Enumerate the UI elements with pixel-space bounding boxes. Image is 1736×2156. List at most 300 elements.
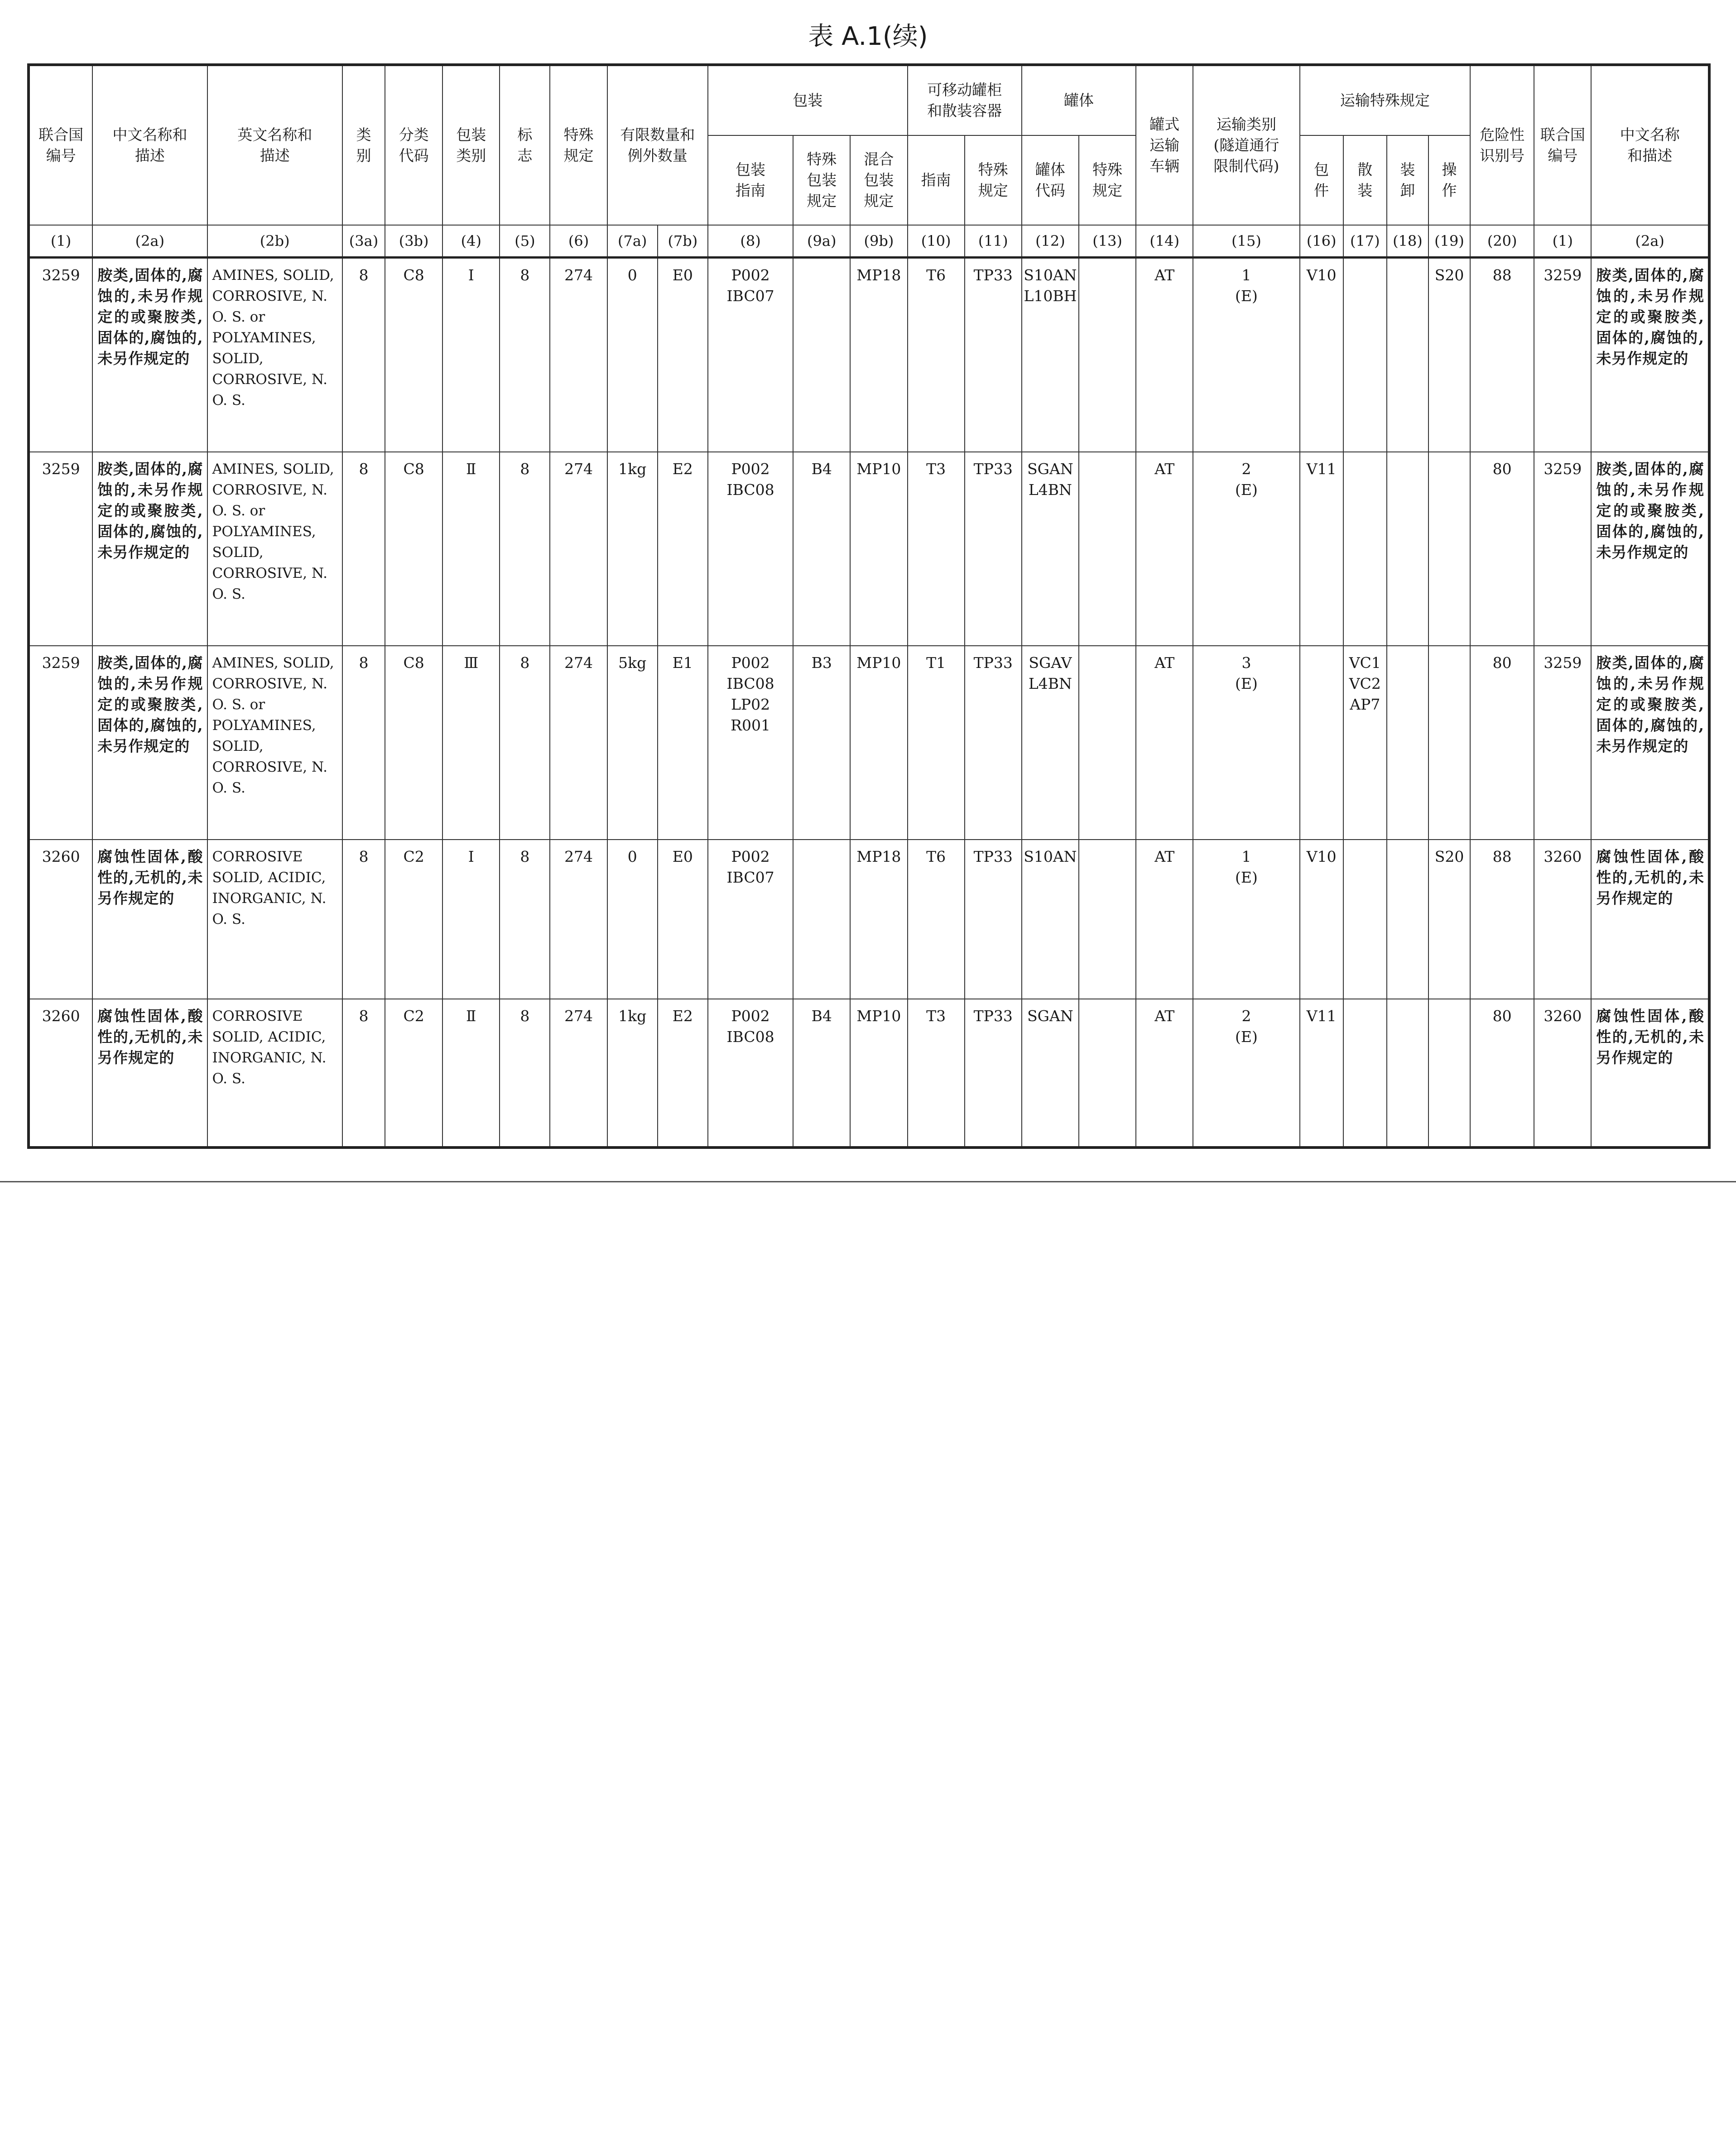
cell-hazard-id	[1470, 840, 1534, 999]
cell-text: 3259	[42, 654, 80, 672]
cell-text: P002 IBC07	[726, 266, 774, 305]
column-index-cell: (11)	[965, 225, 1022, 258]
cell-limited-quantity	[607, 452, 658, 646]
cell-name-zh	[92, 646, 207, 840]
cell-name-zh-repeat	[1591, 646, 1709, 840]
cell-packing-group	[442, 646, 500, 840]
cell-packing-instruction	[708, 840, 793, 999]
cell-class	[342, 840, 385, 999]
cell-text: T6	[926, 848, 946, 865]
cell-packing-group	[442, 452, 500, 646]
cell-packing-instruction	[708, 999, 793, 1148]
cell-excepted-quantity	[658, 999, 708, 1148]
cell-loading-special	[1387, 999, 1428, 1148]
cell-text: 3259	[1544, 460, 1582, 478]
cell-text: 8	[520, 1007, 530, 1025]
cell-hazard-id	[1470, 999, 1534, 1148]
cell-name-zh	[92, 840, 207, 999]
cell-portable-tank-instruction	[908, 999, 965, 1148]
cell-un-number-repeat	[1534, 999, 1591, 1148]
cell-tank-special	[1079, 452, 1136, 646]
cell-text: 腐蚀性固体,酸性的,无机的,未另作规定的	[1596, 848, 1704, 907]
column-index-cell: (16)	[1300, 225, 1343, 258]
cell-operation-special	[1428, 258, 1470, 452]
cell-text: C8	[403, 460, 424, 478]
cell-text: S10AN L10BH	[1024, 266, 1077, 305]
cell-text: 274	[564, 1007, 593, 1025]
column-index-cell: (6)	[550, 225, 607, 258]
cell-un-number	[29, 452, 92, 646]
cell-name-en	[207, 840, 342, 999]
cell-text: 3260	[1544, 1007, 1582, 1025]
cell-text: SGAV L4BN	[1028, 654, 1072, 692]
cell-text: AMINES, SOLID, CORROSIVE, N. O. S. or POLYAMINES, SOLID, CORROSIVE, N. O. S.	[212, 267, 334, 408]
cell-text: C2	[403, 1007, 424, 1025]
cell-mixed-packing	[850, 840, 907, 999]
cell-text: V11	[1306, 460, 1337, 478]
cell-un-number	[29, 646, 92, 840]
cell-un-number	[29, 258, 92, 452]
cell-transport-category	[1193, 258, 1299, 452]
header-limited-quantity: 有限数量和 例外数量	[607, 65, 708, 225]
cell-text: B3	[811, 654, 832, 672]
header-tank-special-provisions: 特殊 规定	[965, 135, 1022, 225]
cell-text: 3259	[42, 266, 80, 284]
cell-portable-tank-instruction	[908, 840, 965, 999]
column-index-cell: (1)	[29, 225, 92, 258]
cell-hazard-id	[1470, 258, 1534, 452]
cell-loading-special	[1387, 258, 1428, 452]
cell-text: 3260	[42, 848, 80, 865]
header-class-code: 分类 代码	[385, 65, 442, 225]
header-packaging-group: 包装	[708, 65, 908, 135]
cell-limited-quantity	[607, 999, 658, 1148]
cell-text: MP10	[856, 1007, 901, 1025]
page-rule	[0, 1181, 1736, 1182]
cell-text: C8	[403, 654, 424, 672]
cell-tank-special	[1079, 840, 1136, 999]
header-portable-tanks-group: 可移动罐柜 和散装容器	[908, 65, 1022, 135]
cell-text: S20	[1434, 848, 1464, 865]
cell-transport-category	[1193, 452, 1299, 646]
cell-operation-special	[1428, 452, 1470, 646]
table-title: 表 A.1(续)	[808, 22, 928, 51]
cell-name-zh	[92, 452, 207, 646]
cell-text: 0	[627, 848, 637, 865]
header-name-zh-repeat: 中文名称 和描述	[1591, 65, 1709, 225]
cell-un-number-repeat	[1534, 452, 1591, 646]
cell-un-number	[29, 999, 92, 1148]
cell-text: AT	[1154, 848, 1175, 865]
cell-operation-special	[1428, 840, 1470, 999]
cell-limited-quantity	[607, 646, 658, 840]
cell-tank-code	[1022, 452, 1079, 646]
cell-text: 8	[520, 266, 530, 284]
table-row	[29, 999, 1709, 1148]
cell-text: 8	[520, 654, 530, 672]
cell-loading-special	[1387, 452, 1428, 646]
cell-hazard-id	[1470, 452, 1534, 646]
cell-text: 腐蚀性固体,酸性的,无机的,未另作规定的	[1596, 1007, 1704, 1066]
cell-text: Ⅱ	[466, 460, 476, 478]
cell-loading-special	[1387, 646, 1428, 840]
cell-tank-vehicle	[1136, 646, 1193, 840]
cell-special-provisions	[550, 258, 607, 452]
cell-packing-group	[442, 258, 500, 452]
column-index-cell: (1)	[1534, 225, 1591, 258]
cell-text: V10	[1306, 848, 1337, 865]
cell-text: 8	[520, 848, 530, 865]
cell-tank-code	[1022, 999, 1079, 1148]
header-packing-group: 包装 类别	[442, 65, 500, 225]
cell-class-code	[385, 646, 442, 840]
cell-name-zh	[92, 999, 207, 1148]
cell-tank-special	[1079, 646, 1136, 840]
cell-text: 2 (E)	[1235, 460, 1258, 499]
cell-operation-special	[1428, 999, 1470, 1148]
cell-text: 5kg	[618, 654, 647, 672]
cell-name-zh-repeat	[1591, 258, 1709, 452]
cell-text: T3	[926, 460, 946, 478]
cell-special-provisions	[550, 646, 607, 840]
header-special-packing: 特殊 包装 规定	[793, 135, 850, 225]
cell-special-packing	[793, 840, 850, 999]
cell-text: 3259	[1544, 266, 1582, 284]
cell-name-en	[207, 999, 342, 1148]
cell-text: 胺类,固体的,腐蚀的,未另作规定的或聚胺类,固体的,腐蚀的,未另作规定的	[1596, 460, 1704, 561]
cell-text: 80	[1492, 654, 1512, 672]
cell-text: 胺类,固体的,腐蚀的,未另作规定的或聚胺类,固体的,腐蚀的,未另作规定的	[97, 654, 203, 755]
cell-text: 腐蚀性固体,酸性的,无机的,未另作规定的	[97, 1007, 203, 1066]
cell-text: MP10	[856, 654, 901, 672]
cell-excepted-quantity	[658, 646, 708, 840]
cell-text: V11	[1306, 1007, 1337, 1025]
cell-text: 80	[1492, 460, 1512, 478]
cell-text: T6	[926, 266, 946, 284]
header-hazard-id: 危险性 识别号	[1470, 65, 1534, 225]
cell-text: AT	[1154, 266, 1175, 284]
cell-bulk-special	[1343, 452, 1387, 646]
cell-text: B4	[811, 460, 832, 478]
cell-text: 胺类,固体的,腐蚀的,未另作规定的或聚胺类,固体的,腐蚀的,未另作规定的	[1596, 654, 1704, 755]
cell-label	[500, 646, 550, 840]
cell-portable-tank-instruction	[908, 258, 965, 452]
cell-text: 88	[1492, 848, 1512, 865]
cell-excepted-quantity	[658, 452, 708, 646]
header-special-provisions: 特殊 规定	[550, 65, 607, 225]
header-un-no-repeat: 联合国 编号	[1534, 65, 1591, 225]
cell-packing-instruction	[708, 452, 793, 646]
cell-text: 274	[564, 460, 593, 478]
cell-excepted-quantity	[658, 840, 708, 999]
header-pack-instructions: 包装 指南	[708, 135, 793, 225]
cell-packages-special	[1300, 840, 1343, 999]
cell-text: 1 (E)	[1235, 266, 1258, 305]
cell-un-number-repeat	[1534, 840, 1591, 999]
cell-name-en	[207, 258, 342, 452]
cell-class	[342, 999, 385, 1148]
column-index-cell: (9b)	[850, 225, 907, 258]
cell-text: MP18	[856, 266, 901, 284]
cell-text: C8	[403, 266, 424, 284]
column-index-cell: (2a)	[1591, 225, 1709, 258]
cell-text: 胺类,固体的,腐蚀的,未另作规定的或聚胺类,固体的,腐蚀的,未另作规定的	[1596, 266, 1704, 367]
column-index-cell: (18)	[1387, 225, 1428, 258]
cell-text: S20	[1434, 266, 1464, 284]
cell-text: P002 IBC08	[726, 460, 774, 499]
cell-text: E2	[672, 460, 693, 478]
cell-packages-special	[1300, 452, 1343, 646]
cell-class-code	[385, 452, 442, 646]
cell-text: TP33	[973, 460, 1013, 478]
cell-text: TP33	[973, 1007, 1013, 1025]
cell-text: 2 (E)	[1235, 1007, 1258, 1046]
column-index-cell: (17)	[1343, 225, 1387, 258]
cell-special-packing	[793, 646, 850, 840]
cell-packing-instruction	[708, 258, 793, 452]
cell-packages-special	[1300, 646, 1343, 840]
cell-text: P002 IBC07	[726, 848, 774, 886]
cell-special-packing	[793, 258, 850, 452]
column-index-cell: (19)	[1428, 225, 1470, 258]
cell-text: E2	[672, 1007, 693, 1025]
cell-bulk-special	[1343, 646, 1387, 840]
cell-text: 274	[564, 266, 593, 284]
cell-text: 88	[1492, 266, 1512, 284]
cell-text: 3259	[42, 460, 80, 478]
cell-class	[342, 452, 385, 646]
cell-tank-code	[1022, 258, 1079, 452]
cell-text: SGAN L4BN	[1027, 460, 1073, 499]
cell-text: 0	[627, 266, 637, 284]
cell-tank-special	[1079, 999, 1136, 1148]
cell-class-code	[385, 258, 442, 452]
cell-text: MP18	[856, 848, 901, 865]
column-index-cell: (5)	[500, 225, 550, 258]
cell-text: S10AN	[1024, 848, 1077, 865]
cell-text: 8	[359, 460, 369, 478]
cell-tank-special	[1079, 258, 1136, 452]
cell-tank-code	[1022, 646, 1079, 840]
cell-text: 1kg	[618, 1007, 647, 1025]
cell-text: 8	[359, 1007, 369, 1025]
header-name-en: 英文名称和 描述	[207, 65, 342, 225]
cell-tank-vehicle	[1136, 840, 1193, 999]
cell-text: 3 (E)	[1235, 654, 1258, 692]
cell-text: C2	[403, 848, 424, 865]
column-index-cell: (15)	[1193, 225, 1299, 258]
cell-bulk-special	[1343, 258, 1387, 452]
cell-special-provisions	[550, 452, 607, 646]
cell-mixed-packing	[850, 646, 907, 840]
cell-text: 8	[520, 460, 530, 478]
cell-limited-quantity	[607, 840, 658, 999]
cell-text: Ⅰ	[468, 848, 474, 865]
cell-text: VC1 VC2 AP7	[1349, 654, 1381, 713]
column-index-cell: (4)	[442, 225, 500, 258]
column-index-cell: (13)	[1079, 225, 1136, 258]
cell-class-code	[385, 840, 442, 999]
column-index-cell: (3a)	[342, 225, 385, 258]
header-transport-category: 运输类别 (隧道通行 限制代码)	[1193, 65, 1299, 225]
cell-text: 胺类,固体的,腐蚀的,未另作规定的或聚胺类,固体的,腐蚀的,未另作规定的	[97, 266, 203, 367]
cell-transport-category	[1193, 646, 1299, 840]
table-row	[29, 840, 1709, 999]
cell-loading-special	[1387, 840, 1428, 999]
header-row-1	[29, 65, 1709, 135]
cell-text: 8	[359, 654, 369, 672]
header-mixed-packing: 混合 包装 规定	[850, 135, 907, 225]
cell-special-packing	[793, 999, 850, 1148]
column-index-cell: (12)	[1022, 225, 1079, 258]
cell-text: AT	[1154, 1007, 1175, 1025]
cell-bulk-special	[1343, 999, 1387, 1148]
cell-tank-vehicle	[1136, 452, 1193, 646]
cell-name-zh-repeat	[1591, 999, 1709, 1148]
cell-text: SGAN	[1027, 1007, 1073, 1025]
cell-text: 8	[359, 266, 369, 284]
cell-text: CORROSIVE SOLID, ACIDIC, INORGANIC, N. O. S.	[212, 849, 327, 927]
column-index-cell: (10)	[908, 225, 965, 258]
cell-label	[500, 840, 550, 999]
cell-un-number	[29, 840, 92, 999]
column-index-cell: (14)	[1136, 225, 1193, 258]
cell-packages-special	[1300, 999, 1343, 1148]
cell-text: Ⅰ	[468, 266, 474, 284]
header-name-zh: 中文名称和 描述	[92, 65, 207, 225]
cell-portable-tank-special	[965, 258, 1022, 452]
cell-text: TP33	[973, 848, 1013, 865]
cell-name-zh	[92, 258, 207, 452]
cell-portable-tank-special	[965, 999, 1022, 1148]
cell-mixed-packing	[850, 999, 907, 1148]
cell-label	[500, 452, 550, 646]
cell-text: AT	[1154, 654, 1175, 672]
header-instructions: 指南	[908, 135, 965, 225]
cell-packages-special	[1300, 258, 1343, 452]
cell-portable-tank-special	[965, 840, 1022, 999]
header-label: 标 志	[500, 65, 550, 225]
column-index-row	[29, 225, 1709, 258]
cell-text: 8	[359, 848, 369, 865]
dangerous-goods-table	[27, 63, 1711, 1149]
cell-text: 腐蚀性固体,酸性的,无机的,未另作规定的	[97, 848, 203, 907]
cell-text: E0	[672, 848, 693, 865]
cell-text: 胺类,固体的,腐蚀的,未另作规定的或聚胺类,固体的,腐蚀的,未另作规定的	[97, 460, 203, 561]
cell-un-number-repeat	[1534, 646, 1591, 840]
header-packages: 包 件	[1300, 135, 1343, 225]
cell-text: Ⅲ	[464, 654, 479, 672]
cell-label	[500, 258, 550, 452]
cell-portable-tank-special	[965, 646, 1022, 840]
cell-un-number-repeat	[1534, 258, 1591, 452]
cell-tank-vehicle	[1136, 999, 1193, 1148]
header-loading: 装 卸	[1387, 135, 1428, 225]
header-tanks-group: 罐体	[1022, 65, 1136, 135]
cell-text: 274	[564, 848, 593, 865]
cell-text: TP33	[973, 266, 1013, 284]
cell-text: 80	[1492, 1007, 1512, 1025]
cell-packing-instruction	[708, 646, 793, 840]
column-index-cell: (7a)	[607, 225, 658, 258]
header-un-no: 联合国 编号	[29, 65, 92, 225]
cell-excepted-quantity	[658, 258, 708, 452]
cell-tank-vehicle	[1136, 258, 1193, 452]
cell-class	[342, 258, 385, 452]
cell-text: T1	[926, 654, 946, 672]
cell-limited-quantity	[607, 258, 658, 452]
cell-text: MP10	[856, 460, 901, 478]
cell-text: P002 IBC08 LP02 R001	[726, 654, 774, 734]
cell-tank-code	[1022, 840, 1079, 999]
column-index-cell: (3b)	[385, 225, 442, 258]
cell-text: CORROSIVE SOLID, ACIDIC, INORGANIC, N. O. S.	[212, 1008, 327, 1087]
cell-name-en	[207, 452, 342, 646]
column-index-cell: (8)	[708, 225, 793, 258]
cell-text: 3259	[1544, 654, 1582, 672]
cell-hazard-id	[1470, 646, 1534, 840]
cell-text: 3260	[1544, 848, 1582, 865]
cell-text: V10	[1306, 266, 1337, 284]
column-index-cell: (20)	[1470, 225, 1534, 258]
cell-packing-group	[442, 840, 500, 999]
cell-text: AMINES, SOLID, CORROSIVE, N. O. S. or POLYAMINES, SOLID, CORROSIVE, N. O. S.	[212, 655, 334, 796]
cell-bulk-special	[1343, 840, 1387, 999]
cell-portable-tank-instruction	[908, 646, 965, 840]
cell-portable-tank-special	[965, 452, 1022, 646]
table-row	[29, 646, 1709, 840]
cell-packing-group	[442, 999, 500, 1148]
cell-special-provisions	[550, 840, 607, 999]
header-tank-code: 罐体 代码	[1022, 135, 1079, 225]
cell-text: AMINES, SOLID, CORROSIVE, N. O. S. or POLYAMINES, SOLID, CORROSIVE, N. O. S.	[212, 461, 334, 602]
cell-text: AT	[1154, 460, 1175, 478]
cell-text: P002 IBC08	[726, 1007, 774, 1046]
cell-special-packing	[793, 452, 850, 646]
cell-name-zh-repeat	[1591, 840, 1709, 999]
cell-special-provisions	[550, 999, 607, 1148]
cell-text: 274	[564, 654, 593, 672]
cell-mixed-packing	[850, 258, 907, 452]
header-operation: 操 作	[1428, 135, 1470, 225]
header-class: 类 别	[342, 65, 385, 225]
cell-class	[342, 646, 385, 840]
header-transport-special-group: 运输特殊规定	[1300, 65, 1470, 135]
cell-text: TP33	[973, 654, 1013, 672]
cell-text: E0	[672, 266, 693, 284]
cell-name-en	[207, 646, 342, 840]
header-tank-special: 特殊 规定	[1079, 135, 1136, 225]
column-index-cell: (2a)	[92, 225, 207, 258]
cell-text: 1kg	[618, 460, 647, 478]
cell-mixed-packing	[850, 452, 907, 646]
cell-text: 1 (E)	[1235, 848, 1258, 886]
column-index-cell: (7b)	[658, 225, 708, 258]
cell-text: 3260	[42, 1007, 80, 1025]
cell-text: T3	[926, 1007, 946, 1025]
cell-transport-category	[1193, 840, 1299, 999]
cell-text: E1	[672, 654, 693, 672]
cell-label	[500, 999, 550, 1148]
header-bulk: 散 装	[1343, 135, 1387, 225]
cell-text: Ⅱ	[466, 1007, 476, 1025]
table-row	[29, 452, 1709, 646]
cell-operation-special	[1428, 646, 1470, 840]
table-row	[29, 258, 1709, 452]
cell-class-code	[385, 999, 442, 1148]
cell-name-zh-repeat	[1591, 452, 1709, 646]
cell-text: B4	[811, 1007, 832, 1025]
